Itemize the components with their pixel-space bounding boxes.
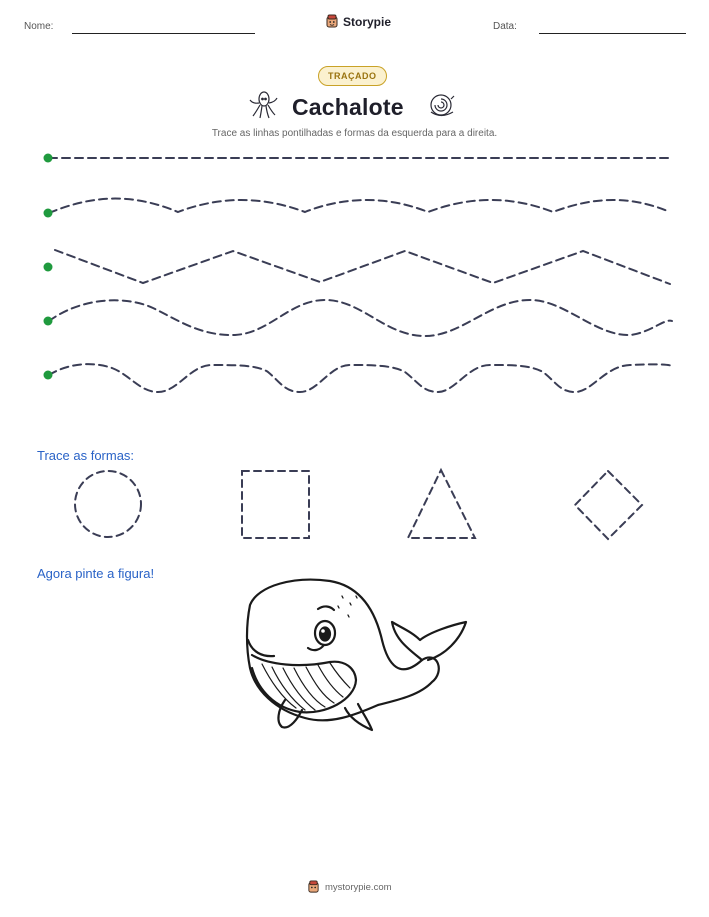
footer (307, 880, 392, 894)
shapes-section-label: Trace as formas: (37, 448, 135, 463)
whale-tail (392, 622, 466, 660)
brand-name: Storypie (343, 14, 392, 29)
category-badge: TRAÇADO (318, 66, 387, 86)
worksheet-title: Cachalote (292, 94, 404, 120)
coloring-section-label: Agora pinte a figura! (37, 566, 155, 581)
date-label: Data: (493, 21, 517, 32)
instructions: Trace as linhas pontilhadas e formas da esquerda para a direita. (211, 128, 498, 139)
storypie-mascot-icon (307, 880, 320, 894)
whale-belly (252, 655, 356, 712)
name-label: Nome: (24, 21, 54, 32)
whale-mouth (248, 640, 274, 656)
footer-url[interactable]: mystorypie.com (325, 881, 392, 893)
